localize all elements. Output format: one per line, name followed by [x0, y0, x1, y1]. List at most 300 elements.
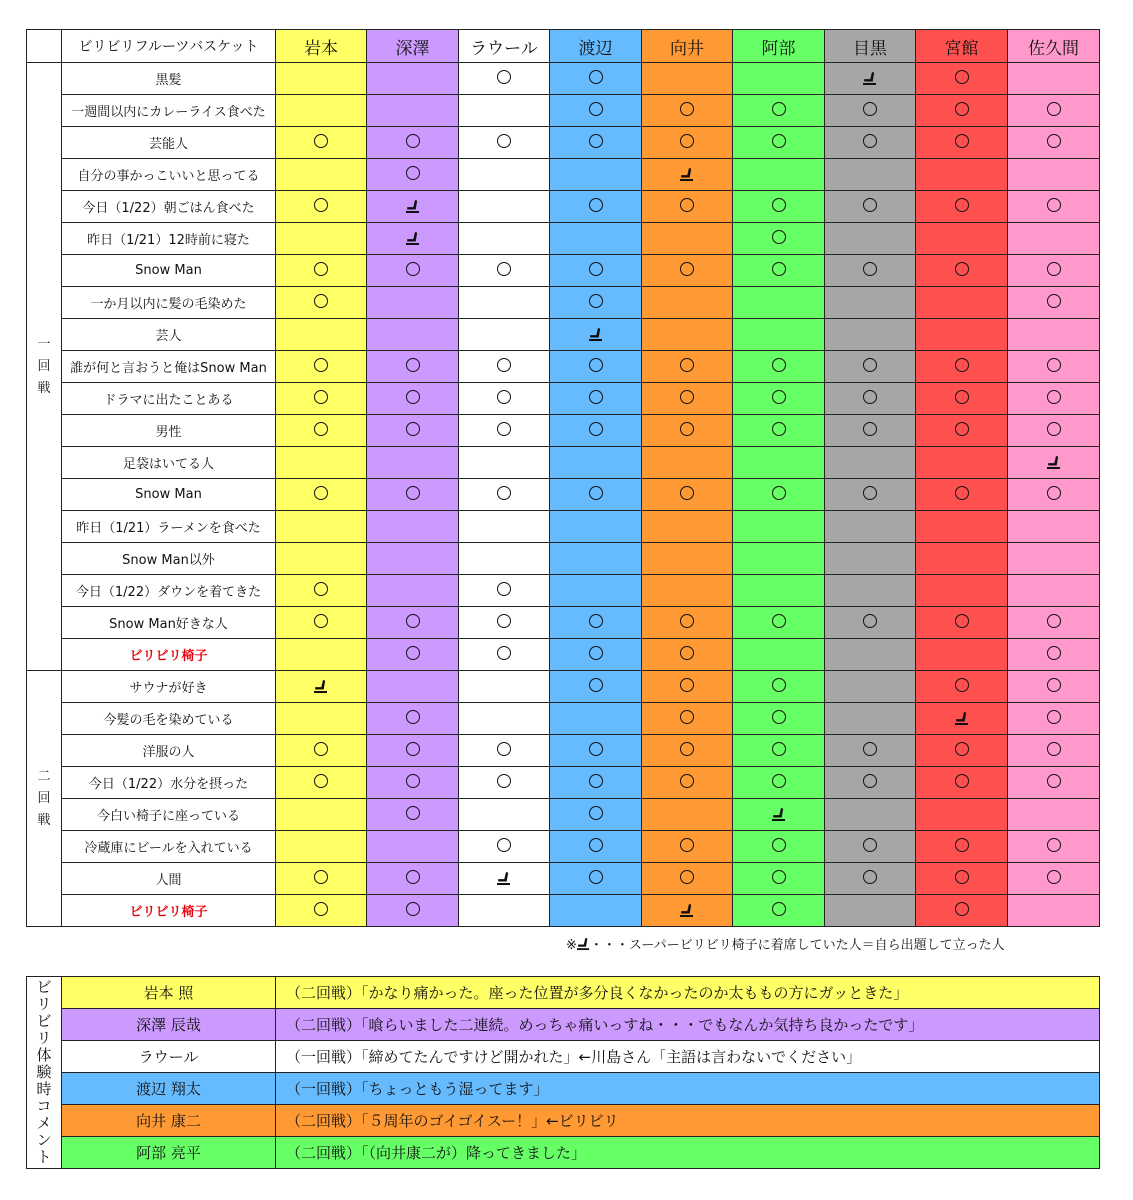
mark-cell — [459, 479, 550, 511]
mark-cell — [733, 447, 825, 479]
mark-cell — [916, 351, 1008, 383]
mark-cell — [459, 447, 550, 479]
circle-mark — [955, 134, 969, 148]
circle-mark — [1047, 102, 1061, 116]
mark-cell — [1008, 575, 1100, 607]
circle-mark — [406, 774, 420, 788]
mark-cell — [550, 735, 642, 767]
mark-cell — [642, 895, 733, 927]
mark-cell — [367, 63, 459, 95]
mark-cell — [367, 831, 459, 863]
table-row — [27, 543, 1100, 575]
mark-cell — [550, 511, 642, 543]
table-row — [27, 63, 1100, 95]
mark-cell — [825, 543, 916, 575]
mark-cell — [916, 63, 1008, 95]
circle-mark — [863, 870, 877, 884]
circle-mark — [1047, 870, 1061, 884]
seat-icon — [577, 937, 590, 951]
seat-icon — [406, 231, 420, 246]
circle-mark — [680, 742, 694, 756]
mark-cell — [825, 415, 916, 447]
mark-cell — [276, 447, 367, 479]
circle-mark — [589, 422, 603, 436]
round-label-char: 一 — [37, 336, 51, 352]
mark-cell — [550, 671, 642, 703]
mark-cell — [916, 159, 1008, 191]
mark-cell — [825, 447, 916, 479]
mark-cell — [642, 639, 733, 671]
circle-mark — [955, 102, 969, 116]
mark-cell — [459, 575, 550, 607]
circle-mark — [680, 198, 694, 212]
mark-cell — [642, 831, 733, 863]
circle-mark — [314, 486, 328, 500]
circle-mark — [680, 486, 694, 500]
mark-cell — [550, 543, 642, 575]
mark-cell — [642, 287, 733, 319]
circle-mark — [863, 838, 877, 852]
mark-cell — [1008, 447, 1100, 479]
circle-mark — [863, 390, 877, 404]
mark-cell — [916, 415, 1008, 447]
mark-cell — [916, 287, 1008, 319]
mark-cell — [550, 639, 642, 671]
mark-cell — [916, 127, 1008, 159]
mark-cell — [733, 735, 825, 767]
mark-cell — [550, 191, 642, 223]
circle-mark — [1047, 198, 1061, 212]
circle-mark — [772, 774, 786, 788]
comments-label-char: コ — [36, 1097, 52, 1115]
mark-cell — [276, 575, 367, 607]
circle-mark — [772, 486, 786, 500]
mark-cell — [825, 863, 916, 895]
comments-section-label — [27, 977, 62, 1169]
mark-cell — [916, 863, 1008, 895]
table-row — [27, 127, 1100, 159]
member-header: 目黒 — [825, 30, 916, 63]
circle-mark — [772, 614, 786, 628]
member-header: 渡辺 — [550, 30, 642, 63]
mark-cell — [916, 639, 1008, 671]
fruit-basket-table — [26, 29, 1100, 927]
mark-cell — [733, 127, 825, 159]
mark-cell — [550, 479, 642, 511]
seat-icon — [680, 903, 694, 918]
mark-cell — [550, 415, 642, 447]
circle-mark — [406, 614, 420, 628]
footnote-prefix: ※ — [566, 938, 577, 953]
mark-cell — [642, 799, 733, 831]
mark-cell — [642, 191, 733, 223]
mark-cell — [459, 287, 550, 319]
mark-cell — [825, 255, 916, 287]
circle-mark — [314, 390, 328, 404]
circle-mark — [497, 486, 511, 500]
circle-mark — [589, 134, 603, 148]
mark-cell — [367, 607, 459, 639]
comment-row — [27, 977, 1100, 1009]
circle-mark — [863, 614, 877, 628]
mark-cell — [1008, 735, 1100, 767]
question-cell: Snow Man好きな人 — [62, 607, 276, 639]
table-row — [27, 319, 1100, 351]
circle-mark — [589, 486, 603, 500]
circle-mark — [1047, 422, 1061, 436]
mark-cell — [367, 191, 459, 223]
question-cell: 一か月以内に髪の毛染めた — [62, 287, 276, 319]
circle-mark — [497, 774, 511, 788]
circle-mark — [863, 262, 877, 276]
mark-cell — [550, 863, 642, 895]
mark-cell — [825, 639, 916, 671]
circle-mark — [772, 710, 786, 724]
circle-mark — [589, 838, 603, 852]
circle-mark — [1047, 742, 1061, 756]
question-cell: 昨日（1/21）ラーメンを食べた — [62, 511, 276, 543]
circle-mark — [863, 102, 877, 116]
circle-mark — [497, 614, 511, 628]
question-cell: 一週間以内にカレーライス食べた — [62, 95, 276, 127]
comments-label-char: 時 — [36, 1080, 52, 1098]
mark-cell — [367, 255, 459, 287]
mark-cell — [367, 447, 459, 479]
mark-cell — [642, 223, 733, 255]
comments-label-char: リ — [36, 995, 52, 1013]
mark-cell — [1008, 671, 1100, 703]
mark-cell — [367, 287, 459, 319]
circle-mark — [497, 390, 511, 404]
mark-cell — [550, 767, 642, 799]
mark-cell — [1008, 127, 1100, 159]
mark-cell — [825, 607, 916, 639]
mark-cell — [1008, 319, 1100, 351]
question-cell: 今白い椅子に座っている — [62, 799, 276, 831]
table-row — [27, 479, 1100, 511]
mark-cell — [916, 383, 1008, 415]
table-row — [27, 223, 1100, 255]
mark-cell — [1008, 95, 1100, 127]
table-row — [27, 575, 1100, 607]
comment-text: （二回戦）「喰らいました二連続。めっちゃ痛いっすね・・・でもなんか気持ち良かったです」 — [276, 1009, 1100, 1041]
shock-chair-label: ビリビリ椅子 — [62, 895, 276, 927]
seat-icon — [589, 327, 603, 342]
circle-mark — [955, 70, 969, 84]
seat-icon — [406, 199, 420, 214]
mark-cell — [459, 319, 550, 351]
mark-cell — [459, 351, 550, 383]
question-cell: 自分の事かっこいいと思ってる — [62, 159, 276, 191]
mark-cell — [459, 703, 550, 735]
mark-cell — [1008, 543, 1100, 575]
table-row — [27, 511, 1100, 543]
shock-chair-label: ビリビリ椅子 — [62, 639, 276, 671]
mark-cell — [916, 895, 1008, 927]
mark-cell — [1008, 639, 1100, 671]
mark-cell — [642, 863, 733, 895]
mark-cell — [916, 607, 1008, 639]
mark-cell — [276, 191, 367, 223]
circle-mark — [589, 742, 603, 756]
table-row — [27, 191, 1100, 223]
mark-cell — [550, 63, 642, 95]
mark-cell — [459, 767, 550, 799]
mark-cell — [550, 351, 642, 383]
member-header: ラウール — [459, 30, 550, 63]
mark-cell — [459, 831, 550, 863]
table-row — [27, 799, 1100, 831]
mark-cell — [367, 671, 459, 703]
mark-cell — [1008, 223, 1100, 255]
circle-mark — [589, 294, 603, 308]
circle-mark — [497, 646, 511, 660]
comment-member-name: 向井 康二 — [62, 1105, 276, 1137]
mark-cell — [1008, 895, 1100, 927]
circle-mark — [589, 614, 603, 628]
circle-mark — [589, 70, 603, 84]
question-cell: 今日（1/22）朝ごはん食べた — [62, 191, 276, 223]
circle-mark — [680, 678, 694, 692]
mark-cell — [733, 703, 825, 735]
circle-mark — [863, 198, 877, 212]
mark-cell — [459, 95, 550, 127]
mark-cell — [642, 447, 733, 479]
mark-cell — [459, 383, 550, 415]
circle-mark — [497, 70, 511, 84]
mark-cell — [1008, 287, 1100, 319]
seat-icon — [772, 807, 786, 822]
mark-cell — [642, 575, 733, 607]
mark-cell — [733, 351, 825, 383]
circle-mark — [314, 582, 328, 596]
circle-mark — [1047, 838, 1061, 852]
circle-mark — [406, 870, 420, 884]
circle-mark — [497, 838, 511, 852]
circle-mark — [1047, 678, 1061, 692]
circle-mark — [497, 422, 511, 436]
mark-cell — [916, 543, 1008, 575]
mark-cell — [1008, 799, 1100, 831]
circle-mark — [955, 358, 969, 372]
question-cell: 足袋はいてる人 — [62, 447, 276, 479]
circle-mark — [680, 102, 694, 116]
comments-label-char: ン — [36, 1131, 52, 1149]
comment-text: （二回戦）「５周年のゴイゴイスー！」←ビリビリ — [276, 1105, 1100, 1137]
question-cell: Snow Man以外 — [62, 543, 276, 575]
mark-cell — [550, 319, 642, 351]
table-row — [27, 95, 1100, 127]
circle-mark — [772, 102, 786, 116]
round-label — [27, 671, 62, 927]
question-cell: 洋服の人 — [62, 735, 276, 767]
mark-cell — [1008, 703, 1100, 735]
mark-cell — [367, 127, 459, 159]
mark-cell — [642, 63, 733, 95]
mark-cell — [825, 351, 916, 383]
mark-cell — [367, 863, 459, 895]
circle-mark — [680, 390, 694, 404]
circle-mark — [772, 742, 786, 756]
table-row — [27, 703, 1100, 735]
circle-mark — [497, 582, 511, 596]
circle-mark — [406, 166, 420, 180]
comment-member-name: ラウール — [62, 1041, 276, 1073]
circle-mark — [1047, 390, 1061, 404]
mark-cell — [1008, 767, 1100, 799]
mark-cell — [276, 607, 367, 639]
mark-cell — [916, 255, 1008, 287]
mark-cell — [276, 543, 367, 575]
circle-mark — [1047, 134, 1061, 148]
mark-cell — [459, 895, 550, 927]
circle-mark — [680, 134, 694, 148]
question-cell: 今日（1/22）水分を摂った — [62, 767, 276, 799]
circle-mark — [955, 390, 969, 404]
table-row — [27, 383, 1100, 415]
question-cell: ドラマに出たことある — [62, 383, 276, 415]
mark-cell — [825, 319, 916, 351]
mark-cell — [733, 607, 825, 639]
mark-cell — [825, 223, 916, 255]
circle-mark — [589, 390, 603, 404]
mark-cell — [276, 287, 367, 319]
mark-cell — [367, 319, 459, 351]
circle-mark — [1047, 294, 1061, 308]
seat-icon — [497, 871, 511, 886]
circle-mark — [772, 390, 786, 404]
circle-mark — [314, 134, 328, 148]
table-row — [27, 287, 1100, 319]
circle-mark — [406, 710, 420, 724]
mark-cell — [825, 159, 916, 191]
mark-cell — [733, 671, 825, 703]
footnote — [566, 934, 1005, 953]
round-label-char: 二 — [37, 768, 51, 784]
comments-label-char: リ — [36, 1029, 52, 1047]
comment-body — [27, 977, 1100, 1169]
mark-cell — [276, 415, 367, 447]
table-row — [27, 863, 1100, 895]
mark-cell — [916, 191, 1008, 223]
circle-mark — [314, 358, 328, 372]
mark-cell — [367, 639, 459, 671]
mark-cell — [916, 223, 1008, 255]
mark-cell — [825, 287, 916, 319]
circle-mark — [314, 774, 328, 788]
mark-cell — [459, 191, 550, 223]
circle-mark — [955, 262, 969, 276]
circle-mark — [955, 422, 969, 436]
mark-cell — [733, 63, 825, 95]
member-header: 向井 — [642, 30, 733, 63]
circle-mark — [1047, 710, 1061, 724]
footnote-text: ・・・スーパービリビリ椅子に着席していた人＝自ら出題して立った人 — [589, 938, 1005, 953]
mark-cell — [733, 831, 825, 863]
circle-mark — [680, 838, 694, 852]
mark-cell — [642, 255, 733, 287]
question-cell: 今髪の毛を染めている — [62, 703, 276, 735]
mark-cell — [276, 319, 367, 351]
circle-mark — [589, 198, 603, 212]
circle-mark — [680, 646, 694, 660]
mark-cell — [276, 223, 367, 255]
mark-cell — [459, 63, 550, 95]
mark-cell — [916, 511, 1008, 543]
circle-mark — [955, 838, 969, 852]
circle-mark — [772, 134, 786, 148]
table-row — [27, 415, 1100, 447]
mark-cell — [276, 351, 367, 383]
mark-cell — [916, 319, 1008, 351]
mark-cell — [367, 575, 459, 607]
circle-mark — [406, 390, 420, 404]
circle-mark — [589, 806, 603, 820]
comment-text: （一回戦）「ちょっともう湿ってます」 — [276, 1073, 1100, 1105]
mark-cell — [825, 767, 916, 799]
circle-mark — [1047, 358, 1061, 372]
circle-mark — [406, 742, 420, 756]
seat-icon — [314, 679, 328, 694]
comment-row — [27, 1041, 1100, 1073]
circle-mark — [955, 870, 969, 884]
mark-cell — [367, 383, 459, 415]
mark-cell — [916, 479, 1008, 511]
mark-cell — [1008, 383, 1100, 415]
mark-cell — [276, 63, 367, 95]
mark-cell — [825, 799, 916, 831]
circle-mark — [955, 678, 969, 692]
mark-cell — [642, 543, 733, 575]
mark-cell — [276, 159, 367, 191]
mark-cell — [550, 447, 642, 479]
circle-mark — [314, 902, 328, 916]
seat-icon — [955, 711, 969, 726]
mark-cell — [916, 703, 1008, 735]
mark-cell — [459, 543, 550, 575]
member-header: 佐久間 — [1008, 30, 1100, 63]
mark-cell — [733, 479, 825, 511]
circle-mark — [863, 774, 877, 788]
mark-cell — [916, 831, 1008, 863]
mark-cell — [642, 319, 733, 351]
mark-cell — [825, 703, 916, 735]
mark-cell — [916, 447, 1008, 479]
table-row — [27, 671, 1100, 703]
mark-cell — [276, 383, 367, 415]
circle-mark — [680, 614, 694, 628]
question-cell: 誰が何と言おうと俺はSnow Man — [62, 351, 276, 383]
circle-mark — [955, 198, 969, 212]
circle-mark — [772, 678, 786, 692]
mark-cell — [642, 607, 733, 639]
mark-cell — [825, 127, 916, 159]
circle-mark — [589, 774, 603, 788]
mark-cell — [276, 511, 367, 543]
mark-cell — [459, 735, 550, 767]
table-row — [27, 447, 1100, 479]
table-body — [27, 63, 1100, 927]
circle-mark — [772, 262, 786, 276]
member-header: 阿部 — [733, 30, 825, 63]
circle-mark — [406, 486, 420, 500]
comment-text: （一回戦）「締めてたんですけど開かれた」←川島さん「主語は言わないでください」 — [276, 1041, 1100, 1073]
mark-cell — [459, 639, 550, 671]
mark-cell — [276, 671, 367, 703]
circle-mark — [314, 742, 328, 756]
circle-mark — [680, 262, 694, 276]
comments-label-char: 験 — [36, 1063, 52, 1081]
